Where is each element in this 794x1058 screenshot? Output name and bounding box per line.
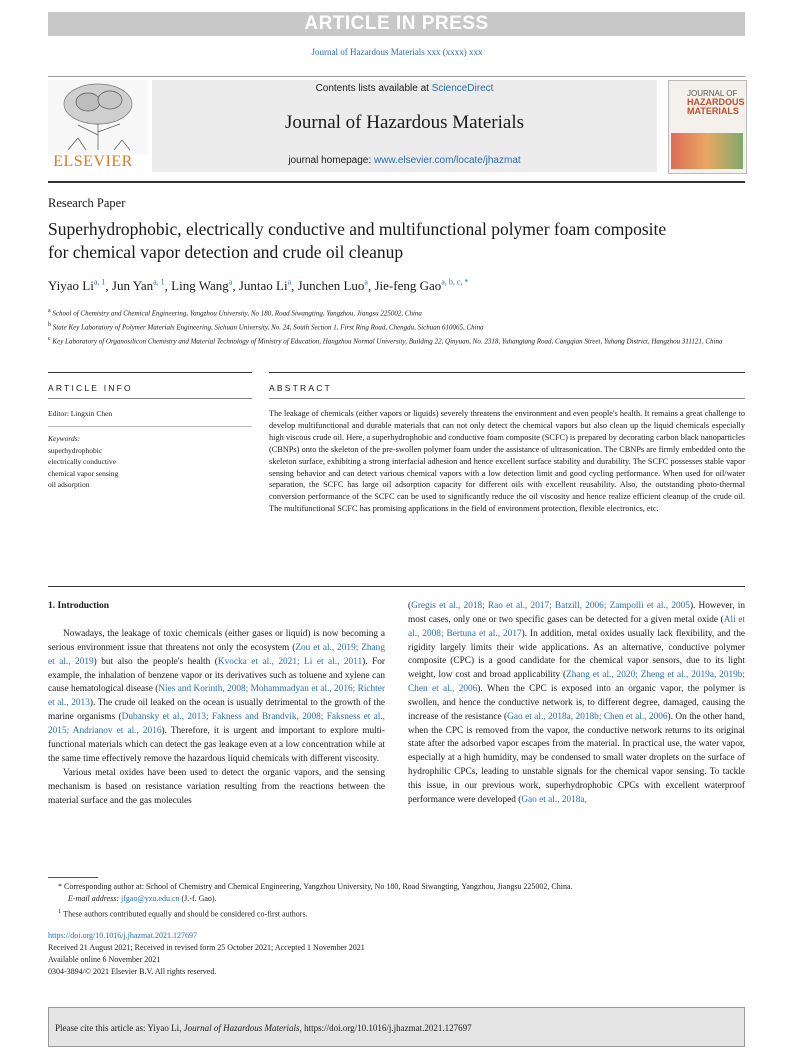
affiliation-a: $^a$ School of Chemistry and Chemical Engineering, Yangzhou University, No 180, Road Siwangting, Yangzhou, Jiangsu 225002, China <box>48 308 422 318</box>
paper-type: Research Paper <box>48 196 126 210</box>
footnote-rule <box>48 877 98 878</box>
keyword: superhydrophobic <box>48 445 103 455</box>
abstract-bottom-rule <box>48 586 745 587</box>
header-bottom-rule <box>48 181 745 183</box>
contents-line <box>152 83 657 94</box>
corresponding-footnote: * Corresponding author at: School of Chemistry and Chemical Engineering, Yangzhou University, No 180, Road Siwangting, Yangzhou, Jiangsu 225002, China. E-mail address: jfgao@yzu.edu.cn (J.-f. Gao). <box>58 882 573 903</box>
author[interactable]: Jun Yan$^{a, 1}$ <box>111 278 165 294</box>
journal-title: Journal of Hazardous Materials <box>284 112 524 133</box>
article-in-press-banner: ARTICLE IN PRESS <box>48 12 745 36</box>
cite-doi[interactable]: , https://doi.org/10.1016/j.jhazmat.2021.127697 <box>299 1023 472 1033</box>
citation-link[interactable]: Nies and Korinth, 2008; Mohammadyan et al., 2016; Richter et al., 2013 <box>48 684 385 709</box>
author[interactable]: Jie-feng Gao$^{a, b, c, *}$ <box>374 278 469 294</box>
paper-title: Superhydrophobic, electrically conductive and multifunctional polymer foam composite for chemical vapor detection and crude oil cleanup <box>48 219 667 262</box>
received-dates: Received 21 August 2021; Received in revised form 25 October 2021; Accepted 1 November 2021 <box>48 943 365 952</box>
cite-this-article-box: Please cite this article as: Yiyao Li, Journal of Hazardous Materials, https://doi.org/10.1016/j.jhazmat.2021.127697 <box>48 1007 745 1047</box>
intro-right-column <box>408 600 745 808</box>
keyword: chemical vapor sensing <box>48 468 119 478</box>
author[interactable]: Junchen Luo$^a$ <box>297 278 368 294</box>
citation-link[interactable]: Zou et al., 2019; Zhang et al., 2019 <box>48 642 385 667</box>
contents-prefix: Contents lists available at <box>315 83 432 94</box>
journal-reference[interactable]: Journal of Hazardous Materials xxx (xxxx) xxx <box>311 47 483 57</box>
article-info-rule <box>48 372 252 373</box>
publication-info <box>48 930 745 978</box>
citation-link[interactable]: Ali et al., 2008; Bertuna et al., 2017 <box>408 614 746 639</box>
citation-link[interactable]: Gregis et al., 2018; Rao et al., 2017; Batzill, 2006; Zampolli et al., 2005 <box>411 601 690 611</box>
paragraph: Various metal oxides have been used to detect the organic vapors, and the sensing mechanism is based on resistance variation resulting from the reactions between the material surface and the gas molecules <box>48 768 385 807</box>
cover-artwork <box>671 133 743 169</box>
affiliation-c: $^c$ Key Laboratory of Organosilicon Chemistry and Material Technology of Ministry of Education, Hangzhou Normal University, Building 22, Qinyuan, No. 2318, Yuhangtang Road, Cangqian Street, Yuhang District, Hangzhou 311121, China <box>48 335 723 345</box>
header-top-rule <box>48 76 745 77</box>
available-online: Available online 6 November 2021 <box>48 955 161 964</box>
sciencedirect-link[interactable]: ScienceDirect <box>431 83 494 94</box>
paragraph: Nowadays, the leakage of toxic chemicals (either gases or liquid) is now becoming a serious environment issue that threatens not only the ecosystem (Zou et al., 2019; Zhang et al., 2019) but also the people's health (Kvocka et al., 2021; Li et al., 2011). For example, the inhalation of benzene vapor or its derivatives such as toluene and xylene can cause hematological disease (Nies and Korinth, 2008; Mohammadyan et al., 2016; Richter et al., 2013). The crude oil leaked on the ocean is usually detrimental to the growth of the marine organisms (Dubansky et al., 2013; Fakness and Brandvik, 2008; Faksness et al., 2015; Andrianov et al., 2016). Therefore, it is urgent and important to explore multi-functional materials which can detect the gas leakage even at a low concentration while at the same time effectively remove the hazardous liquid chemicals with different viscosity. <box>48 629 385 764</box>
intro-left-column <box>48 628 385 809</box>
author[interactable]: Juntao Li$^a$ <box>238 278 292 294</box>
affiliations <box>48 306 748 347</box>
citation-link[interactable]: Dubansky et al., 2013; Fakness and Brandvik, 2008; Faksness et al., 2015; Andrianov et al., 2016 <box>48 712 385 736</box>
paragraph: (Gregis et al., 2018; Rao et al., 2017; Batzill, 2006; Zampolli et al., 2005). However, in most cases, only one or two specific gases can be detected for a given metal oxide (Ali et al., 2008; Bertuna et al., 2017). In addition, metal oxides usually lack flexibility, and the rigidity largely limits their wide applications. As an alternative, conductive polymer composite (CPC) is a good candidate for the chemical vapor sensors, due to its light weight, low cost and broad applicability (Zhang et al., 2020; Zheng et al., 2019a, 2019b; Chen et al., 2006). When the CPC is exposed into an organic vapor, the polymer is swollen, and hence the conductive network is, to different degree, damaged, causing the increase of the resistance (Gao et al., 2018a, 2018b; Chen et al., 2006). On the other hand, when the CPC is removed from the vapor, the conductive network returns to its original state after the adsorbed vapor escapes from the material. In practical use, the water vapor, especially at a high humidity, may be condensed to small water droplets on the surface of hydrophilic CPCs, leading to unstable signals for the chemical vapor sensing. To tackle this issue, in our previous work, superhydrophobic CPCs with excellent waterproof performance were developed (Gao et al., 2018a, <box>408 601 746 805</box>
keyword: electrically conductive <box>48 457 117 466</box>
citation-link[interactable]: Zhang et al., 2020; Zheng et al., 2019a, 2019b; Chen et al., 2006 <box>408 670 745 695</box>
article-info-heading: ARTICLE INFO <box>48 383 133 393</box>
abstract-subrule <box>269 398 745 399</box>
keyword: oil adsorption <box>48 480 90 489</box>
section-heading: 1. Introduction <box>48 601 110 611</box>
article-info-subrule <box>48 398 252 399</box>
abstract-rule <box>269 372 745 373</box>
footnote-mark: * <box>58 882 62 891</box>
citation-link[interactable]: Gao et al., 2018a, 2018b; Chen et al., 2006 <box>507 711 668 722</box>
copyright: 0304-3894/© 2021 Elsevier B.V. All rights reserved. <box>48 967 217 976</box>
cover-line-1: JOURNAL OF <box>687 89 738 98</box>
keywords-label: Keywords: <box>48 434 81 443</box>
editor-rule <box>48 426 252 427</box>
affiliation-b: $^b$ State Key Laboratory of Polymer Materials Engineering, Sichuan University, No. 24, South Section 1, First Ring Road, Chengdu, Sichuan 610065, China <box>48 321 484 332</box>
homepage-link[interactable]: www.elsevier.com/locate/jhazmat <box>373 155 521 166</box>
cover-line-2: HAZARDOUS <box>687 97 745 107</box>
abstract-text: The leakage of chemicals (either vapors or liquids) severely threatens the environment and even people's health. It remains a great challenge to develop multifunctional and durable materials that can not only detect the chemical vapors but also clean up the liquid chemicals especially high viscous crude oil. Here, a superhydrophobic and conductive foam composite (SCFC) is prepared by decorating carbon black nanoparticles (CBNPs) onto the skeleton of the pre-swollen polymer foam under the assistance of ultrasonication. The CBNPs are firmly embedded onto the skeleton surface, exhibiting a strong interfacial adhesion and hence excellent surface stability and durability. The SCFC possesses stable vapor sensing behavior and can detect various chemical vapors with a low detection limit and good cycling performance. When used for oil/water separation, the SCFC has large oil adsorption capacity for different oils with excellent reusability. Also, the outstanding photo-thermal conversion performance of the SCFC can be used to significantly reduce the oil viscosity and hence realize efficient cleanup of the crude oil. The multifunctional SCFC has promising applications in the field of environment protection, flexible electronics, etc. <box>269 409 746 514</box>
cover-title <box>687 89 745 116</box>
cover-line-3: MATERIALS <box>687 106 739 116</box>
abstract-heading: ABSTRACT <box>269 383 332 393</box>
doi-link[interactable]: https://doi.org/10.1016/j.jhazmat.2021.127697 <box>48 931 197 940</box>
author-list: Yiyao Li$^{a, 1}$, Jun Yan$^{a, 1}$, Ling Wang$^a$, Juntao Li$^a$, Junchen Luo$^a$, Jie-feng Gao$^{a, b, c, *}$ <box>48 278 469 294</box>
keywords-block <box>48 433 248 491</box>
editor: Editor: Lingxin Chen <box>48 409 113 418</box>
publisher-wordmark: ELSEVIER <box>53 153 133 170</box>
author[interactable]: Yiyao Li$^{a, 1}$ <box>48 278 106 294</box>
author[interactable]: Ling Wang$^a$ <box>171 278 233 294</box>
homepage-prefix: journal homepage: <box>288 155 374 166</box>
citation-link[interactable]: Kvocka et al., 2021; Li et al., 2011 <box>217 656 363 667</box>
equal-contribution-footnote: $^1$ These authors contributed equally and should be considered co-first authors. <box>58 908 308 919</box>
journal-cover-image <box>668 80 747 174</box>
cite-journal: Journal of Hazardous Materials <box>183 1023 300 1033</box>
journal-homepage <box>152 155 657 166</box>
citation-link[interactable]: Gao et al., 2018a, <box>521 794 587 805</box>
email-link[interactable]: jfgao@yzu.edu.cn <box>121 894 180 903</box>
